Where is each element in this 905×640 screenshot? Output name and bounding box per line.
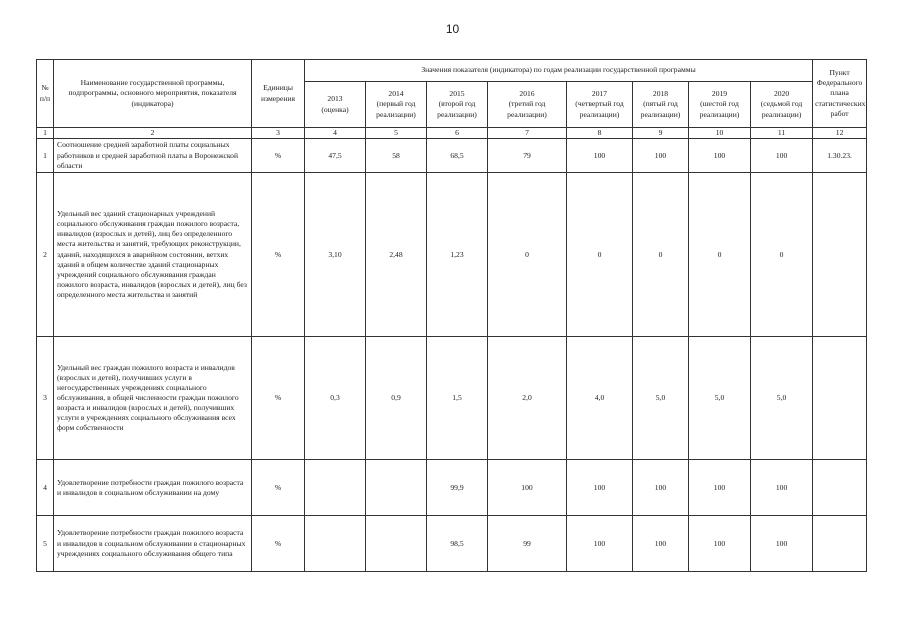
row-value: 99: [488, 516, 567, 572]
row-num: 1: [37, 139, 54, 173]
column-number: 8: [567, 128, 633, 139]
row-value: 0: [488, 173, 567, 337]
row-value: 0: [751, 173, 813, 337]
row-value: 100: [689, 516, 751, 572]
column-number: 7: [488, 128, 567, 139]
row-num: 3: [37, 337, 54, 460]
row-value: 47,5: [305, 139, 366, 173]
header-year: 2016 (третий год реализации): [488, 82, 567, 128]
header-fed-plan: Пункт Федерального плана статистических работ: [813, 60, 867, 128]
row-value: 100: [751, 516, 813, 572]
row-value: 4,0: [567, 337, 633, 460]
indicators-table: [36, 59, 867, 572]
row-value: 58: [366, 139, 427, 173]
row-name: Удовлетворение потребности граждан пожилого возраста и инвалидов в социальном обслуживании на дому: [54, 460, 252, 516]
column-number: 1: [37, 128, 54, 139]
row-value: 100: [633, 516, 689, 572]
column-number: 2: [54, 128, 252, 139]
column-number: 3: [252, 128, 305, 139]
header-year: 2020 (седьмой год реализации): [751, 82, 813, 128]
row-value: 3,10: [305, 173, 366, 337]
row-value: 100: [689, 460, 751, 516]
row-value: 0: [633, 173, 689, 337]
table-row: [37, 516, 867, 572]
row-name: Удельный вес граждан пожилого возраста и инвалидов (взрослых и детей), получивших услуги в негосударственных учреждениях социального обслуживания, в общей численности граждан пожилого возраста и инвалидов (взрослых и детей), получивших услуги в учреждениях социального обслуживания всех форм собственности: [54, 337, 252, 460]
header-values-group: Значения показателя (индикатора) по годам реализации государственной программы: [305, 60, 813, 82]
column-number: 10: [689, 128, 751, 139]
row-value: [366, 460, 427, 516]
header-row: [37, 60, 867, 82]
row-unit: %: [252, 337, 305, 460]
row-value: 100: [751, 139, 813, 173]
header-unit: Единицы измерения: [252, 60, 305, 128]
row-fed-plan: [813, 337, 867, 460]
header-year: 2018 (пятый год реализации): [633, 82, 689, 128]
row-value: 100: [488, 460, 567, 516]
row-value: [305, 516, 366, 572]
row-name: Удельный вес зданий стационарных учреждений социального обслуживания граждан пожилого возраста, инвалидов (взрослых и детей), лиц без определенного места жительства и занятий, требующих реконструкции, зданий, находящихся в аварийном состоянии, ветхих зданий в общем количестве зданий стационарных учреждений социального обслуживания граждан пожилого возраста, инвалидов (взрослых и детей), лиц без определенного места жительства и занятий: [54, 173, 252, 337]
row-fed-plan: 1.30.23.: [813, 139, 867, 173]
column-number: 9: [633, 128, 689, 139]
row-unit: %: [252, 173, 305, 337]
row-num: 5: [37, 516, 54, 572]
row-name: Удовлетворение потребности граждан пожилого возраста и инвалидов в социальном обслуживании в стационарных учреждениях социального обслуживания общего типа: [54, 516, 252, 572]
column-number: 4: [305, 128, 366, 139]
row-value: 98,5: [427, 516, 488, 572]
header-name: Наименование государственной программы, подпрограммы, основного мероприятия, показателя (индикатора): [54, 60, 252, 128]
table-row: [37, 173, 867, 337]
row-value: 79: [488, 139, 567, 173]
header-year: 2015 (второй год реализации): [427, 82, 488, 128]
row-value: 100: [751, 460, 813, 516]
row-value: 99,9: [427, 460, 488, 516]
row-value: 100: [567, 139, 633, 173]
row-value: 5,0: [633, 337, 689, 460]
row-value: 100: [633, 460, 689, 516]
table-row: [37, 460, 867, 516]
table-row: [37, 337, 867, 460]
row-value: 0: [689, 173, 751, 337]
row-unit: %: [252, 460, 305, 516]
row-value: 1,23: [427, 173, 488, 337]
row-num: 4: [37, 460, 54, 516]
column-number: 5: [366, 128, 427, 139]
header-year: 2019 (шестой год реализации): [689, 82, 751, 128]
row-fed-plan: [813, 516, 867, 572]
column-numbers-row: [37, 128, 867, 139]
header-year: 2014 (первый год реализации): [366, 82, 427, 128]
row-value: 100: [567, 460, 633, 516]
header-year: 2017 (четвертый год реализации): [567, 82, 633, 128]
column-number: 12: [813, 128, 867, 139]
row-unit: %: [252, 139, 305, 173]
column-number: 6: [427, 128, 488, 139]
row-value: 68,5: [427, 139, 488, 173]
row-value: 100: [567, 516, 633, 572]
table-row: [37, 139, 867, 173]
row-value: 0,3: [305, 337, 366, 460]
row-num: 2: [37, 173, 54, 337]
column-number: 11: [751, 128, 813, 139]
header-year: 2013 (оценка): [305, 82, 366, 128]
row-fed-plan: [813, 173, 867, 337]
row-value: 0,9: [366, 337, 427, 460]
row-value: [366, 516, 427, 572]
row-value: 100: [689, 139, 751, 173]
row-value: [305, 460, 366, 516]
row-value: 0: [567, 173, 633, 337]
header-num: № п/п: [37, 60, 54, 128]
page-number: 10: [445, 22, 460, 36]
row-value: 5,0: [689, 337, 751, 460]
row-fed-plan: [813, 460, 867, 516]
row-name: Соотношение средней заработной платы социальных работников и средней заработной платы в Воронежской области: [54, 139, 252, 173]
row-value: 100: [633, 139, 689, 173]
row-value: 2,0: [488, 337, 567, 460]
row-value: 5,0: [751, 337, 813, 460]
row-value: 1,5: [427, 337, 488, 460]
row-unit: %: [252, 516, 305, 572]
row-value: 2,48: [366, 173, 427, 337]
